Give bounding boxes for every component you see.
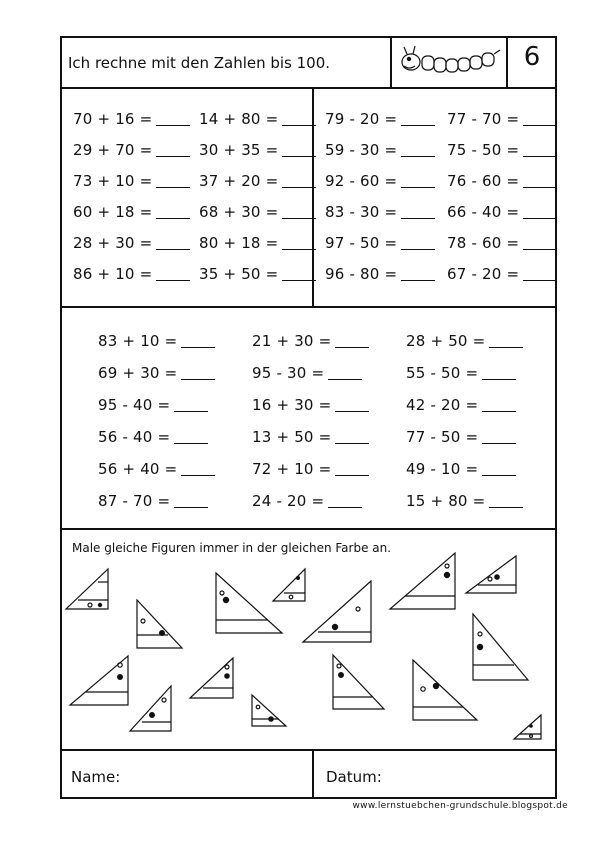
exercise: 28 + 30 =: [73, 234, 190, 252]
exercise: 87 - 70 =: [98, 492, 208, 510]
exercise: 69 + 30 =: [98, 364, 215, 382]
exercise: 15 + 80 =: [406, 492, 523, 510]
exercise: 83 - 30 =: [325, 203, 435, 221]
sheet-number: 6: [523, 42, 541, 72]
exercise: 56 + 40 =: [98, 460, 215, 478]
triangle-figure[interactable]: [390, 553, 455, 609]
name-field[interactable]: [160, 752, 310, 796]
date-label: Datum:: [326, 768, 382, 786]
exercise: 72 + 10 =: [252, 460, 369, 478]
exercise: 76 - 60 =: [447, 172, 557, 190]
triangle-figure[interactable]: [66, 569, 108, 609]
date-field[interactable]: [390, 752, 554, 796]
exercise: 30 + 35 =: [199, 141, 316, 159]
exercise: 77 - 70 =: [447, 110, 557, 128]
exercise: 21 + 30 =: [252, 332, 369, 350]
triangle-figure[interactable]: [514, 715, 541, 739]
exercise: 35 + 50 =: [199, 265, 316, 283]
exercise: 92 - 60 =: [325, 172, 435, 190]
triangle-figure[interactable]: [466, 556, 516, 593]
exercise: 67 - 20 =: [447, 265, 557, 283]
exercise: 78 - 60 =: [447, 234, 557, 252]
exercise: 24 - 20 =: [252, 492, 362, 510]
exercise: 60 + 18 =: [73, 203, 190, 221]
exercise: 97 - 50 =: [325, 234, 435, 252]
exercise: 55 - 50 =: [406, 364, 516, 382]
triangle-figure[interactable]: [413, 660, 477, 720]
triangle-figure[interactable]: [473, 614, 528, 680]
triangle-figure[interactable]: [130, 686, 171, 731]
triangle-figure[interactable]: [252, 695, 286, 726]
exercise: 79 - 20 =: [325, 110, 435, 128]
exercise: 73 + 10 =: [73, 172, 190, 190]
triangle-figure[interactable]: [216, 573, 282, 633]
exercise: 77 - 50 =: [406, 428, 516, 446]
exercise: 42 - 20 =: [406, 396, 516, 414]
triangle-figure[interactable]: [273, 569, 305, 601]
exercise: 29 + 70 =: [73, 141, 190, 159]
exercise: 13 + 50 =: [252, 428, 369, 446]
exercise: 56 - 40 =: [98, 428, 208, 446]
triangle-figure[interactable]: [137, 600, 182, 648]
exercise: 49 - 10 =: [406, 460, 516, 478]
exercise: 68 + 30 =: [199, 203, 316, 221]
exercise: 14 + 80 =: [199, 110, 316, 128]
coloring-instruction: Male gleiche Figuren immer in der gleichen Farbe an.: [72, 541, 392, 555]
page-title: Ich rechne mit den Zahlen bis 100.: [68, 54, 331, 72]
exercise: 86 + 10 =: [73, 265, 190, 283]
exercise: 80 + 18 =: [199, 234, 316, 252]
triangle-figure[interactable]: [303, 581, 371, 642]
exercise: 59 - 30 =: [325, 141, 435, 159]
exercise: 95 - 30 =: [252, 364, 362, 382]
triangle-figure[interactable]: [70, 656, 128, 705]
exercise: 37 + 20 =: [199, 172, 316, 190]
triangle-figure[interactable]: [190, 658, 233, 698]
exercise: 70 + 16 =: [73, 110, 190, 128]
website-url: www.lernstuebchen-grundschule.blogspot.de: [352, 801, 568, 811]
triangle-figure[interactable]: [333, 655, 384, 709]
exercise: 83 + 10 =: [98, 332, 215, 350]
exercise: 66 - 40 =: [447, 203, 557, 221]
exercise: 28 + 50 =: [406, 332, 523, 350]
exercise: 95 - 40 =: [98, 396, 208, 414]
name-label: Name:: [71, 768, 121, 786]
exercise: 75 - 50 =: [447, 141, 557, 159]
exercise: 16 + 30 =: [252, 396, 369, 414]
exercise: 96 - 80 =: [325, 265, 435, 283]
